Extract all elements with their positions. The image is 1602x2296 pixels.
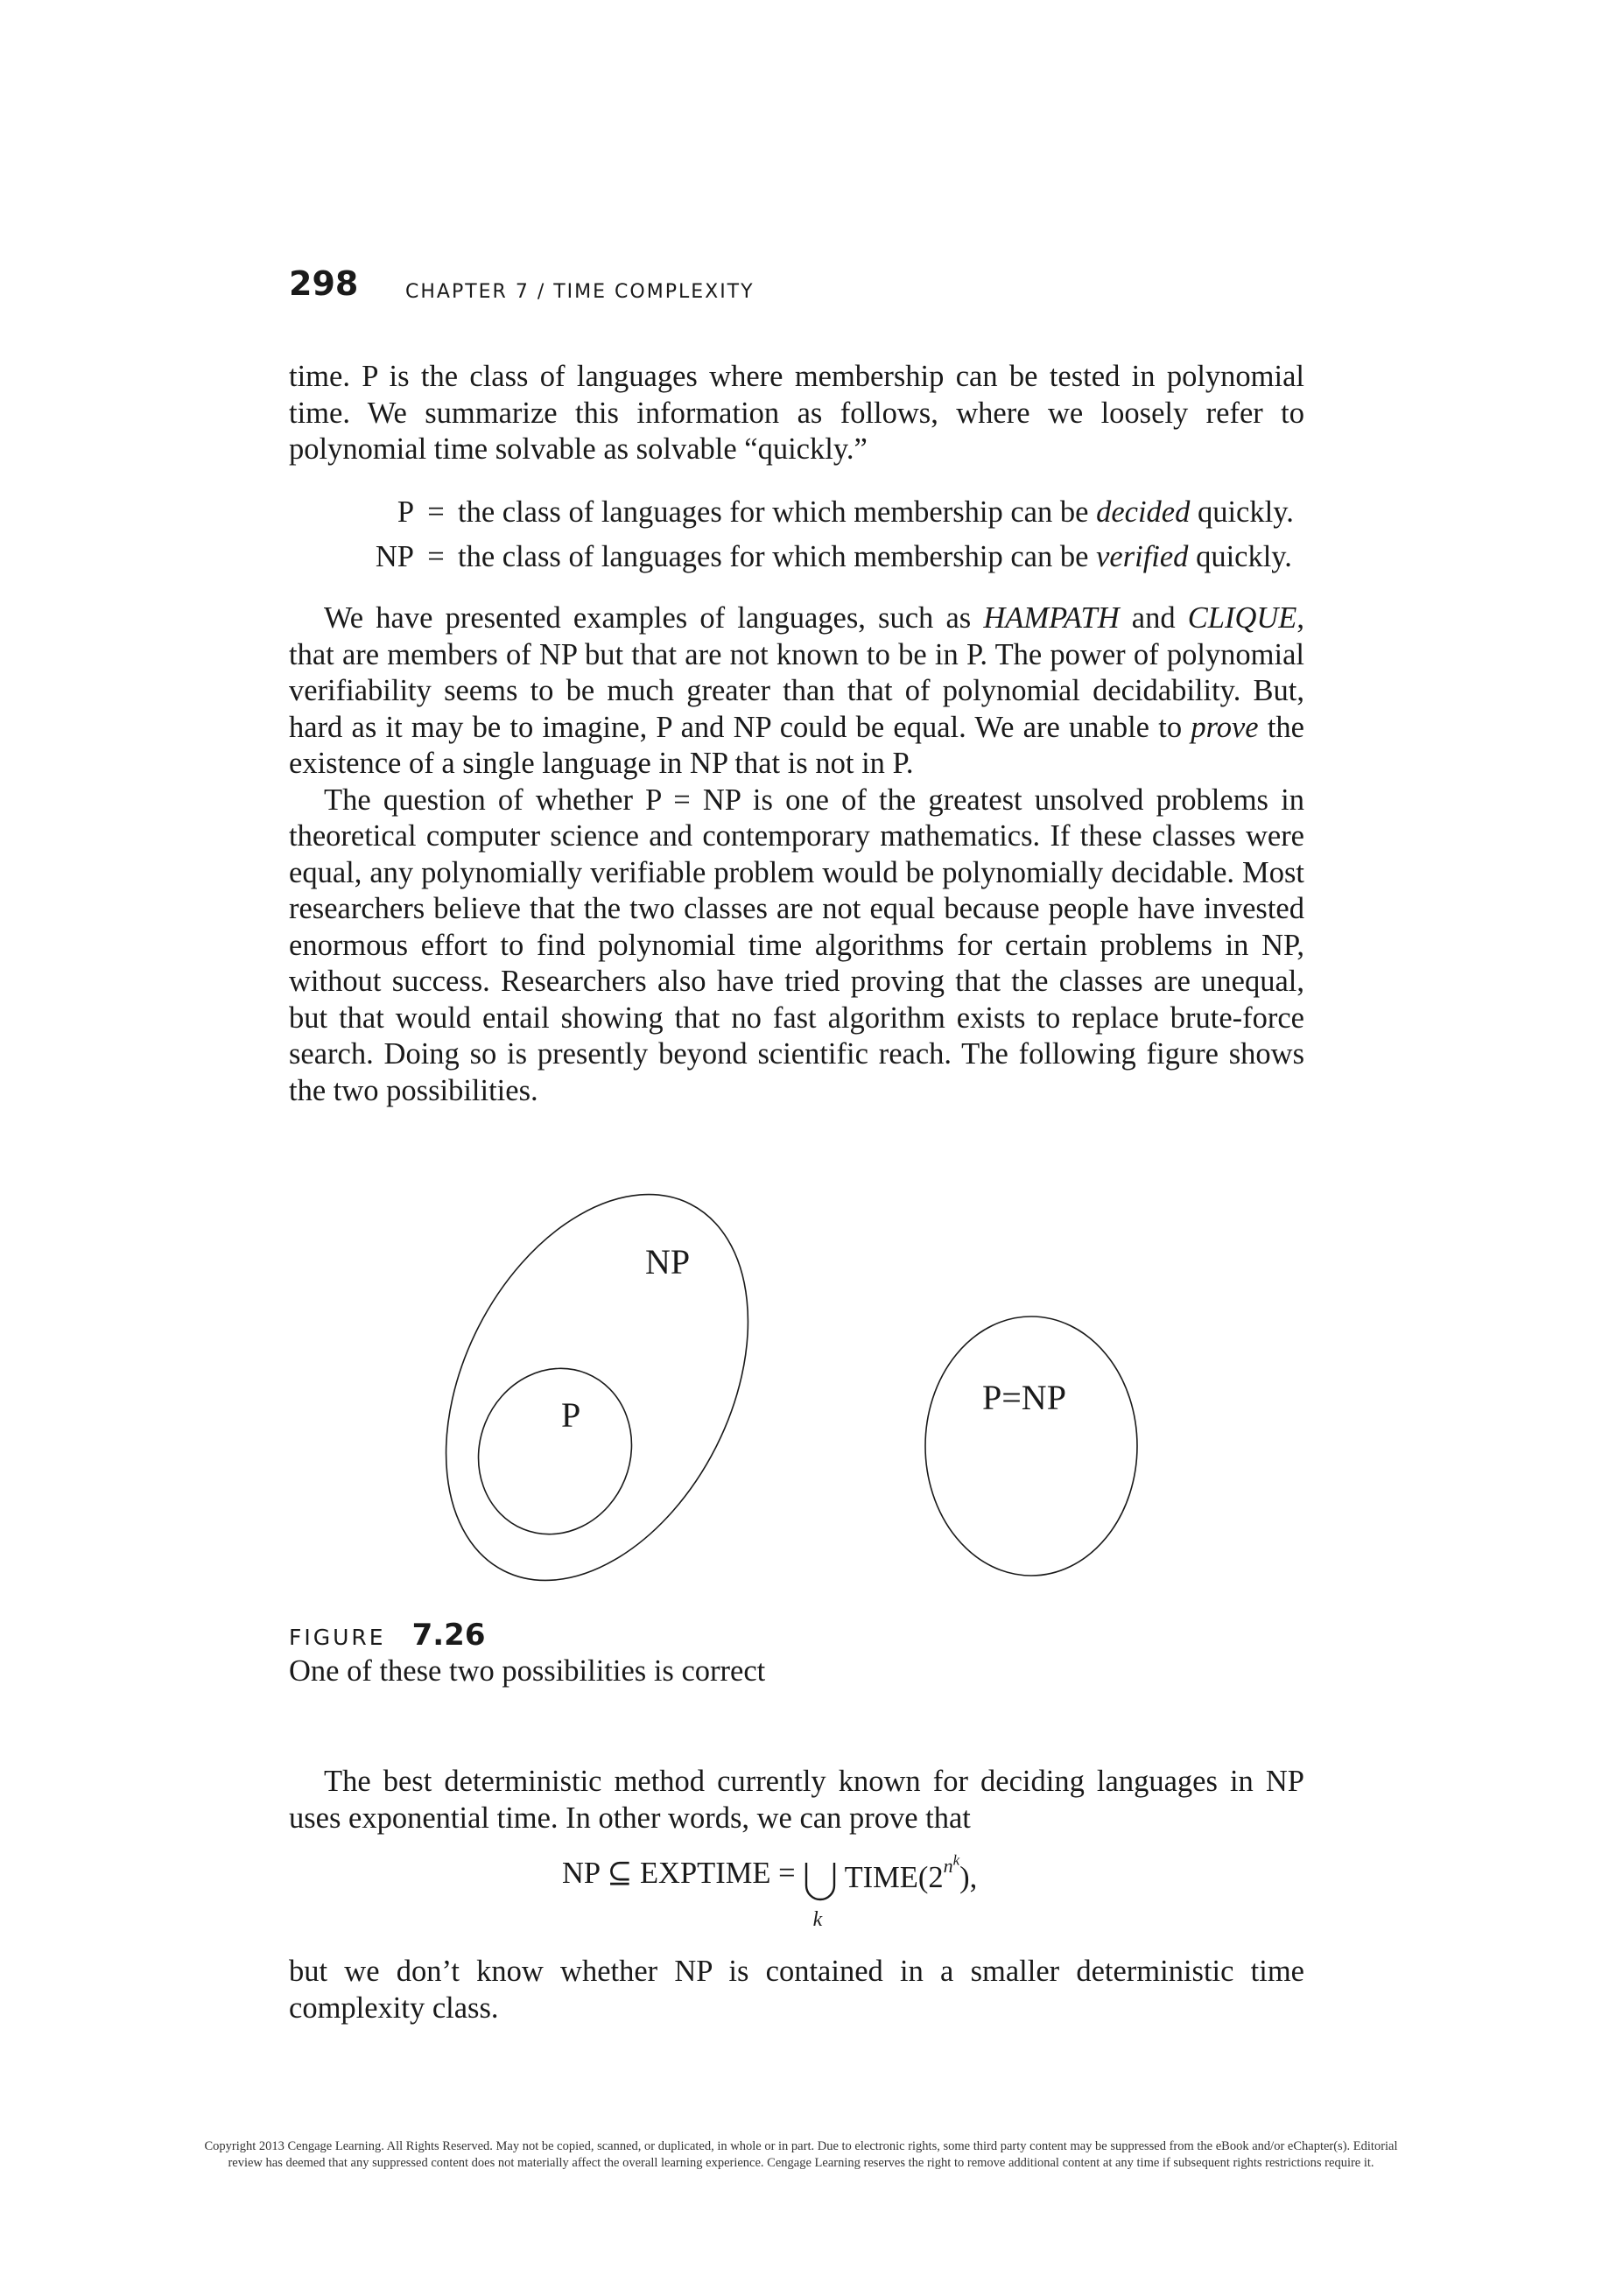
paragraph-exptime xyxy=(289,1764,1304,1836)
chapter-title: CHAPTER 7 / TIME COMPLEXITY xyxy=(405,281,755,303)
formula-rhs: $TIME(2^{n^k})$, xyxy=(844,1852,978,1894)
definition-p-rhs: the class of languages for which membership can be decided quickly. xyxy=(458,495,1294,529)
figure-caption-heading xyxy=(289,1618,1304,1653)
paragraph-conclusion xyxy=(289,1954,1304,2026)
copyright-footer: Copyright 2013 Cengage Learning. All Rights Reserved. May not be copied, scanned, or duplicated, in whole or in part. Due to electronic rights, some third party content may be suppressed from the eBook and/or eChapter(s). Editorial review has deemed that any suppressed content does not materially affect the overall learning experience. Cengage Learning reserves the right to remove additional content at any time if subsequent rights restrictions require it. xyxy=(204,2139,1398,2170)
figure-p-np-diagram xyxy=(411,1190,1199,1602)
definition-np-equals: = xyxy=(427,540,445,573)
paragraph-discussion xyxy=(289,600,1304,1109)
paragraph-conclusion-text: but we don’t know whether NP is contained in a smaller deterministic time complexity class. xyxy=(289,1955,1304,2025)
paragraph-intro-text: time. P is the class of languages where membership can be tested in polynomial time. We summarize this information as follows, where we loosely refer to polynomial time solvable as solvable “quickly.” xyxy=(289,360,1304,466)
np-label: NP xyxy=(645,1242,691,1281)
figure-number: 7.26 xyxy=(411,1618,486,1653)
p-label: P xyxy=(561,1395,581,1435)
formula-lhs: NP ⊆ EXPTIME = xyxy=(562,1857,796,1890)
p-equals-np-label: P=NP xyxy=(982,1378,1066,1417)
page-number: 298 xyxy=(289,264,359,303)
definitions-block xyxy=(289,490,1304,579)
definition-p-lhs: P xyxy=(397,495,414,529)
figure-word: FIGURE xyxy=(289,1625,386,1650)
big-union-icon xyxy=(801,1861,840,1905)
figure-caption-text: One of these two possibilities is correct xyxy=(289,1654,766,1688)
definition-np-rhs: the class of languages for which membership can be verified quickly. xyxy=(458,540,1292,573)
paragraph-examples: We have presented examples of languages, such as HAMPATH and CLIQUE, that are members of NP but that are not known to be in P. The power of polynomial verifiability seems to be much greater than that of polynomial decidability. But, hard as it may be to imagine, P and NP could be equal. We are unable to prove the existence of a single language in NP that is not in P. xyxy=(289,601,1304,780)
definition-p-equals: = xyxy=(427,495,445,529)
definition-np xyxy=(289,535,1304,579)
p-ellipse-inner xyxy=(453,1345,656,1557)
formula-np-exptime xyxy=(289,1852,1304,1943)
paragraph-p-vs-np: The question of whether P = NP is one of the greatest unsolved problems in theoretical computer science and contemporary mathematics. If these classes were equal, any polynomially verifiable problem would be polynomially decidable. Most researchers believe that the two classes are not equal because people have invested enormous effort to find polynomial time algorithms for certain problems in NP, without success. Researchers also have tried proving that the classes are unequal, but that would entail showing that no fast algorithm exists to replace brute-force search. Doing so is presently beyond scientific reach. The following figure shows the two possibilities. xyxy=(289,783,1304,1107)
paragraph-exptime-text: The best deterministic method currently known for deciding languages in NP uses exponential time. In other words, we can prove that xyxy=(289,1765,1304,1835)
p-equals-np-ellipse xyxy=(925,1317,1137,1576)
definition-p xyxy=(289,490,1304,535)
union-subscript: k xyxy=(812,1908,823,1931)
definition-np-lhs: NP xyxy=(375,540,414,573)
running-header xyxy=(289,264,1304,308)
np-ellipse-outer xyxy=(411,1190,809,1602)
figure-caption xyxy=(289,1618,1304,1689)
big-union-symbol xyxy=(801,1856,840,1931)
paragraph-intro xyxy=(289,359,1304,468)
